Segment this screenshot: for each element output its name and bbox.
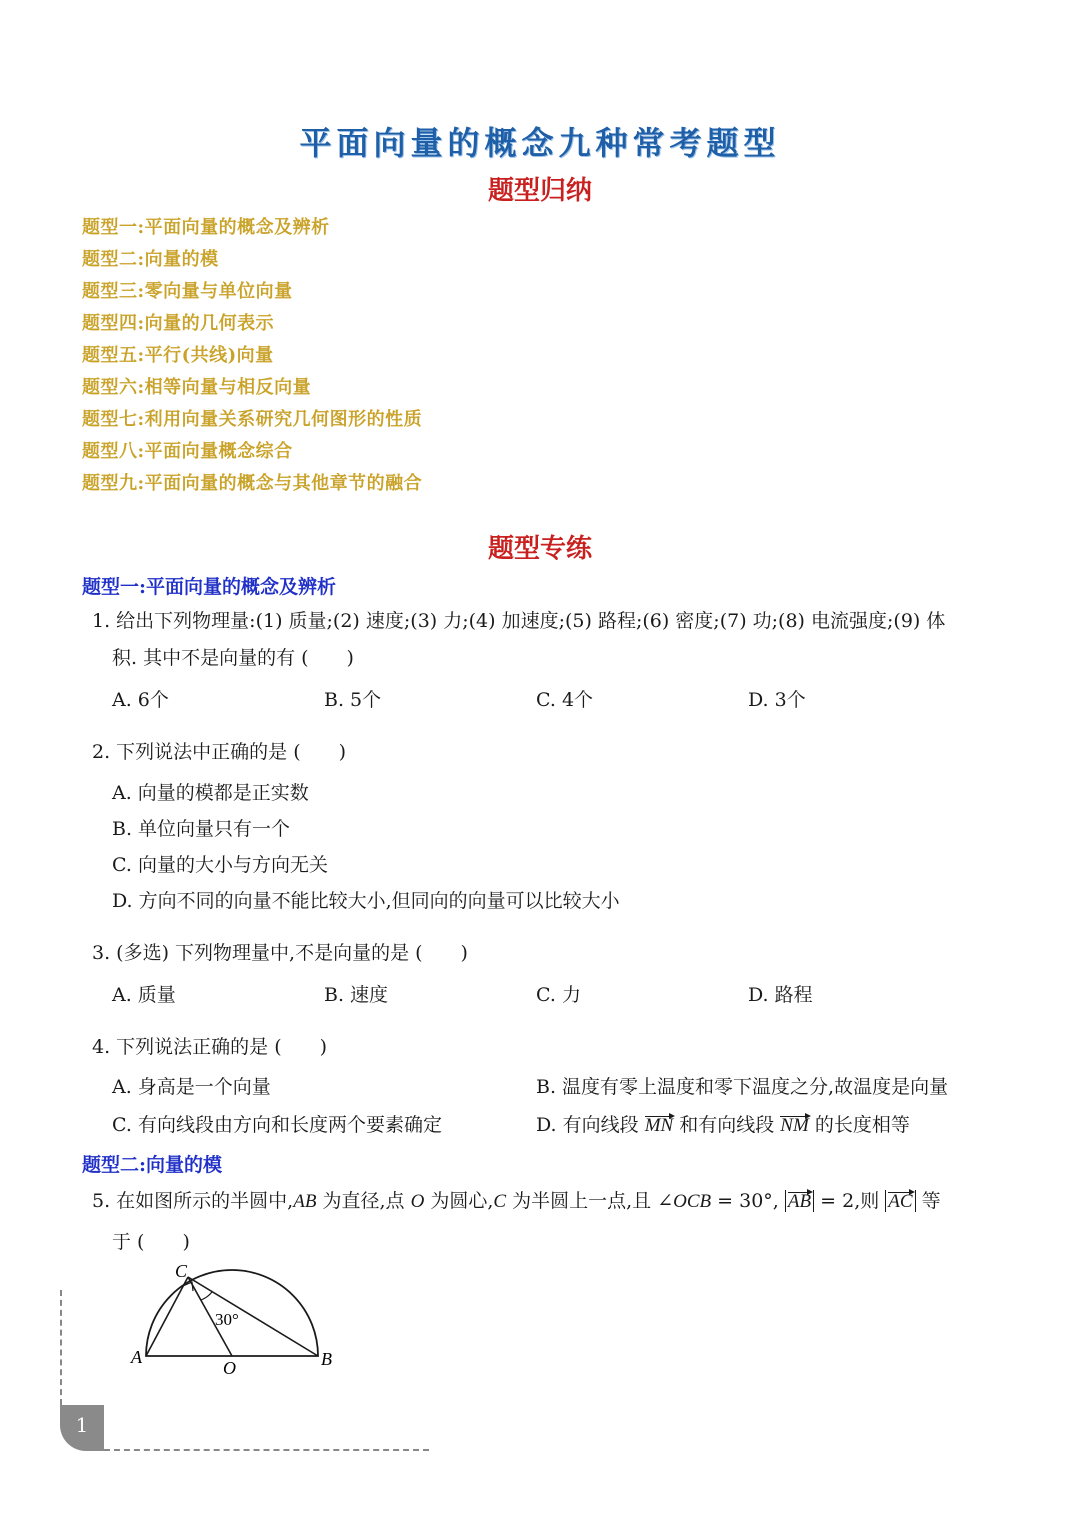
q2-option-c: C. 向量的大小与方向无关 (112, 854, 328, 876)
q5-text: 等 (915, 1190, 941, 1212)
toc-item: 题型三:零向量与单位向量 (82, 281, 293, 302)
page-border-horizontal (104, 1449, 429, 1451)
label-b: B (321, 1349, 332, 1369)
q4-option-d-post: 的长度相等 (808, 1114, 910, 1136)
vector-ac: AC (888, 1191, 913, 1212)
toc-item: 题型九:平面向量的概念与其他章节的融合 (82, 473, 423, 494)
q5-line2: 于 ( ) (112, 1231, 190, 1253)
toc-item: 题型八:平面向量概念综合 (82, 441, 293, 462)
q3-option-b: B. 速度 (324, 984, 389, 1006)
q5-text: 5. 在如图所示的半圆中, (92, 1190, 294, 1212)
q5-norm-ac (885, 1190, 915, 1212)
q5-line1 (92, 1186, 941, 1213)
q5-text: 为半圆上一点,且 (506, 1190, 658, 1212)
label-a: A (131, 1347, 142, 1367)
q5-text: 为圆心, (424, 1190, 494, 1212)
segment-cb (188, 1277, 318, 1356)
toc-item: 题型一:平面向量的概念及辨析 (82, 217, 330, 238)
q2-option-d: D. 方向不同的向量不能比较大小,但同向的向量可以比较大小 (112, 890, 620, 912)
q4-option-a: A. 身高是一个向量 (112, 1076, 271, 1098)
page-border-vertical (60, 1290, 62, 1405)
q4-stem: 4. 下列说法正确的是 ( ) (92, 1036, 328, 1058)
toc-item: 题型二:向量的模 (82, 249, 219, 270)
label-o: O (223, 1358, 236, 1378)
angle-label: 30° (215, 1310, 239, 1329)
q1-option-b: B. 5个 (324, 689, 382, 711)
q2-option-b: B. 单位向量只有一个 (112, 818, 291, 840)
q4-option-d (536, 1110, 910, 1137)
summary-heading: 题型归纳 (487, 176, 592, 206)
toc-item: 题型四:向量的几何表示 (82, 313, 275, 334)
q2-option-a: A. 向量的模都是正实数 (112, 782, 309, 804)
q1-option-c: C. 4个 (536, 689, 594, 711)
q5-norm-ab (785, 1190, 814, 1212)
q3-option-d: D. 路程 (748, 984, 813, 1006)
q4-option-c: C. 有向线段由方向和长度两个要素确定 (112, 1114, 442, 1136)
segment-ca (146, 1277, 188, 1356)
q5-text: = 30°, (711, 1190, 785, 1212)
q1-line2: 积. 其中不是向量的有 ( ) (112, 647, 354, 669)
practice-heading: 题型专练 (487, 534, 592, 564)
label-c: C (175, 1261, 188, 1281)
q5-text: 为直径,点 (316, 1190, 411, 1212)
q3-option-c: C. 力 (536, 984, 581, 1006)
semicircle-figure (125, 1255, 345, 1385)
q5-angle: ∠OCB (657, 1191, 712, 1212)
q5-o: O (410, 1191, 425, 1212)
q5-ab: AB (293, 1191, 317, 1212)
vector-ab: AB (787, 1191, 812, 1212)
q5-c: C (493, 1191, 507, 1212)
vector-mn: MN (644, 1115, 674, 1136)
section-heading-1: 题型一:平面向量的概念及辨析 (82, 576, 337, 598)
page-number: 1 (75, 1413, 89, 1437)
angle-arc (201, 1292, 212, 1300)
toc-item: 题型五:平行(共线)向量 (82, 345, 274, 366)
q5-text: = 2,则 (814, 1190, 886, 1212)
q1-line1: 1. 给出下列物理量:(1) 质量;(2) 速度;(3) 力;(4) 加速度;(5) 路程;(6) 密度;(7) 功;(8) 电流强度;(9) 体 (92, 610, 946, 632)
q4-option-b: B. 温度有零上温度和零下温度之分,故温度是向量 (536, 1076, 949, 1098)
section-heading-2: 题型二:向量的模 (82, 1154, 223, 1176)
q3-option-a: A. 质量 (112, 984, 176, 1006)
q3-stem: 3. (多选) 下列物理量中,不是向量的是 ( ) (92, 942, 468, 964)
q1-option-d: D. 3个 (748, 689, 806, 711)
toc-item: 题型六:相等向量与相反向量 (82, 377, 312, 398)
q1-option-a: A. 6个 (112, 689, 169, 711)
q2-stem: 2. 下列说法中正确的是 ( ) (92, 741, 347, 763)
page-title: 平面向量的概念九种常考题型 (299, 124, 781, 162)
toc-item: 题型七:利用向量关系研究几何图形的性质 (82, 409, 423, 430)
q4-option-d-pre: D. 有向线段 (536, 1114, 645, 1136)
q4-option-d-mid: 和有向线段 (673, 1114, 781, 1136)
vector-nm: NM (780, 1115, 809, 1136)
